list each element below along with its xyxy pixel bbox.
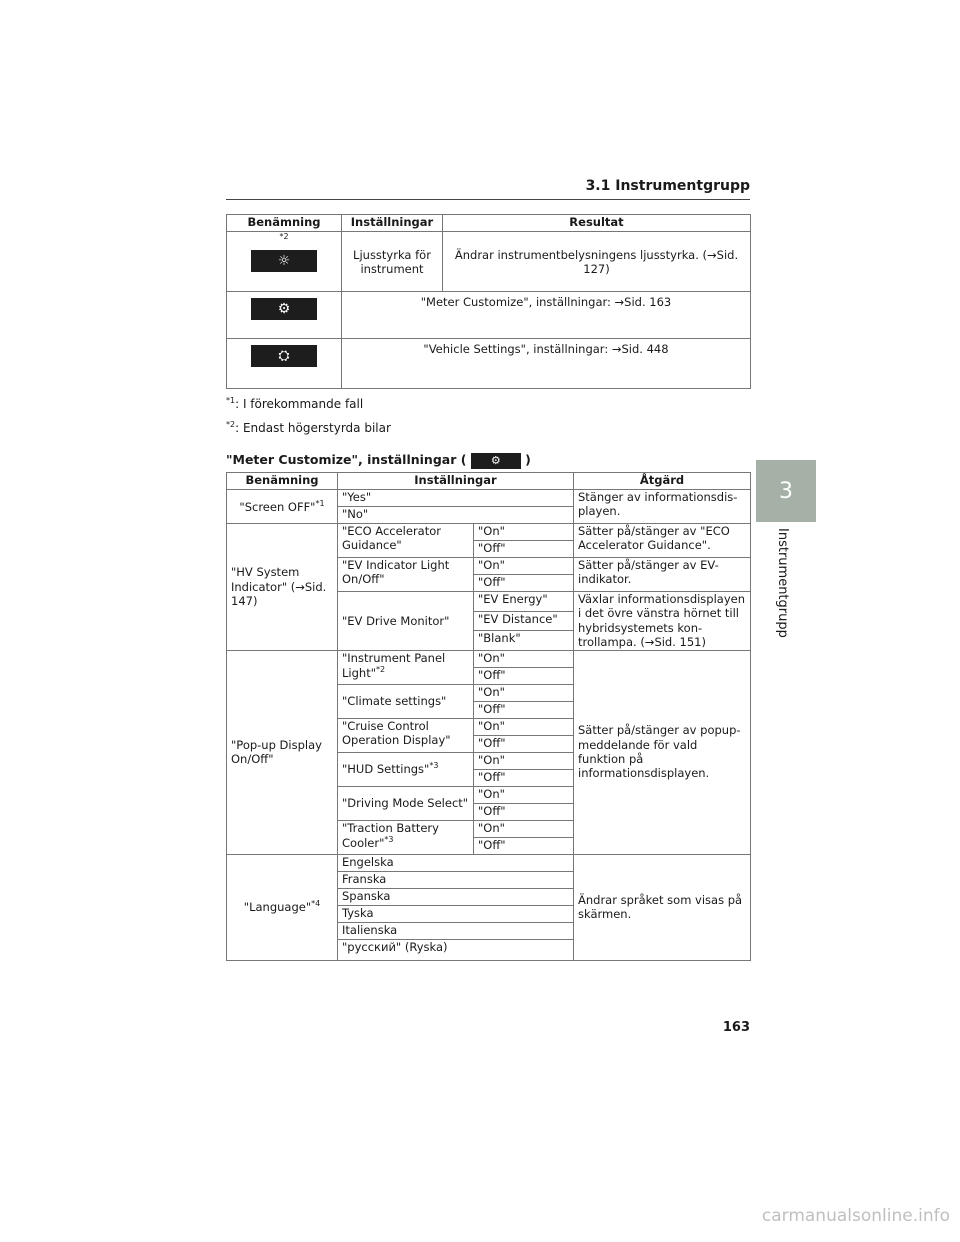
ev-drive-monitor-label: "EV Drive Monitor" [338, 592, 474, 651]
header-section: 3.1 [585, 178, 611, 194]
note-mark: *3 [429, 761, 439, 771]
meter-customize-icon: ⚙ [471, 453, 521, 469]
ev-blank: "Blank" [474, 631, 574, 651]
footnote-text: : Endast högerstyrda bilar [235, 421, 391, 435]
ev-drive-monitor-action: Växlar informationsdisplayen i det övre vänstra hörnet till hybridsystemets kon- trollampa. (→Sid. 151) [574, 592, 751, 651]
table-row [227, 854, 751, 871]
watermark: carmanualsonline.info [761, 1206, 950, 1226]
table-header-row [227, 215, 751, 232]
note-mark: *4 [311, 899, 321, 909]
cruise-control-label: "Cruise Control Operation Display" [338, 718, 474, 752]
language-action: Ändrar språket som visas på skärmen. [574, 854, 751, 960]
table-row [227, 490, 751, 507]
table-row [227, 524, 751, 541]
table-row [227, 232, 751, 292]
dms-off: "Off" [474, 803, 574, 820]
ev-action: Sätter på/stänger av EV- indikator. [574, 558, 751, 592]
ev-distance: "EV Distance" [474, 611, 574, 631]
vehicle-settings-icon: ⛭ [251, 345, 317, 367]
dms-on: "On" [474, 786, 574, 803]
screen-off-yes: "Yes" [338, 490, 574, 507]
table-row [227, 339, 751, 389]
footnote-mark: *1 [226, 396, 236, 405]
language-option: "русский" (Ryska) [338, 939, 574, 960]
running-header [226, 178, 750, 200]
col-header-action: Åtgärd [574, 473, 751, 490]
screen-off-action: Stänger av informationsdis- playen. [574, 490, 751, 524]
eco-action: Sätter på/stänger av "ECO Accelerator Guidance". [574, 524, 751, 558]
instrument-panel-light-label: "Instrument Panel Light"$^{*2}$ [338, 650, 474, 684]
brightness-result: Ändrar instrumentbelysningens ljusstyrka. (→Sid. 127) [443, 232, 751, 292]
cc-on: "On" [474, 718, 574, 735]
tbc-on: "On" [474, 820, 574, 837]
header-title: Instrumentgrupp [615, 178, 750, 194]
popup-action: Sätter på/stänger av popup- meddelande för vald funktion på informationsdisplayen. [574, 650, 751, 854]
meter-customize-table [226, 472, 751, 961]
language-option: Tyska [338, 905, 574, 922]
eco-label: "ECO Accelerator Guidance" [338, 524, 474, 558]
vehicle-settings-cell [227, 339, 342, 389]
ev-on: "On" [474, 558, 574, 575]
note-mark: *1 [315, 498, 325, 508]
chapter-tab[interactable] [756, 460, 816, 522]
traction-battery-label: "Traction Battery Cooler"$^{*3}$ [338, 820, 474, 854]
brightness-cell [227, 232, 342, 292]
brightness-icon: ☼ [251, 250, 317, 272]
ev-off: "Off" [474, 575, 574, 592]
table-row [227, 650, 751, 667]
meter-customize-icon: ⚙ [251, 298, 317, 320]
col-header-settings: Inställningar [338, 473, 574, 490]
section-title [226, 452, 531, 469]
eco-off: "Off" [474, 541, 574, 558]
note-mark: *3 [384, 834, 394, 844]
cc-off: "Off" [474, 735, 574, 752]
cs-off: "Off" [474, 701, 574, 718]
language-option: Italienska [338, 922, 574, 939]
footnote-text: : I förekommande fall [235, 397, 364, 411]
page-number: 163 [722, 1020, 750, 1035]
tbc-off: "Off" [474, 837, 574, 854]
language-option: Spanska [338, 888, 574, 905]
hud-on: "On" [474, 752, 574, 769]
hv-system-name: "HV System Indicator" (→Sid. 147) [227, 524, 338, 651]
meter-customize-cell [227, 292, 342, 339]
footnote-1 [226, 396, 363, 411]
col-header-result: Resultat [443, 215, 751, 232]
ipl-on: "On" [474, 650, 574, 667]
ev-indicator-label: "EV Indicator Light On/Off" [338, 558, 474, 592]
climate-settings-label: "Climate settings" [338, 684, 474, 718]
meter-customize-ref: "Meter Customize", inställningar: →Sid. 163 [342, 292, 751, 339]
screen-off-name: "Screen OFF"$^{*1}$ [227, 490, 338, 524]
driving-mode-label: "Driving Mode Select" [338, 786, 474, 820]
eco-on: "On" [474, 524, 574, 541]
ev-energy: "EV Energy" [474, 592, 574, 612]
screen-off-no: "No" [338, 507, 574, 524]
col-header-settings: Inställningar [342, 215, 443, 232]
note-mark: *2 [376, 664, 386, 674]
language-option: Engelska [338, 854, 574, 871]
popup-display-name: "Pop-up Display On/Off" [227, 650, 338, 854]
table-header-row [227, 473, 751, 490]
vehicle-settings-ref: "Vehicle Settings", inställningar: →Sid. 448 [342, 339, 751, 389]
section-title-end: ) [525, 452, 531, 467]
brightness-setting: Ljusstyrka för instrument [342, 232, 443, 292]
chapter-number: 3 [779, 478, 793, 504]
col-header-name: Benämning [227, 473, 338, 490]
language-name: "Language"$^{*4}$ [227, 854, 338, 960]
section-title-text: "Meter Customize", inställningar ( [226, 452, 467, 467]
note-mark: *2 [279, 232, 289, 241]
footnote-mark: *2 [226, 420, 236, 429]
settings-table-1 [226, 214, 751, 389]
language-option: Franska [338, 871, 574, 888]
col-header-name: Benämning [227, 215, 342, 232]
hud-off: "Off" [474, 769, 574, 786]
hud-settings-label: "HUD Settings"$^{*3}$ [338, 752, 474, 786]
table-row [227, 292, 751, 339]
footnote-2 [226, 420, 391, 435]
cs-on: "On" [474, 684, 574, 701]
ipl-off: "Off" [474, 667, 574, 684]
chapter-label: Instrumentgrupp [775, 528, 790, 638]
header-rule [226, 199, 750, 200]
